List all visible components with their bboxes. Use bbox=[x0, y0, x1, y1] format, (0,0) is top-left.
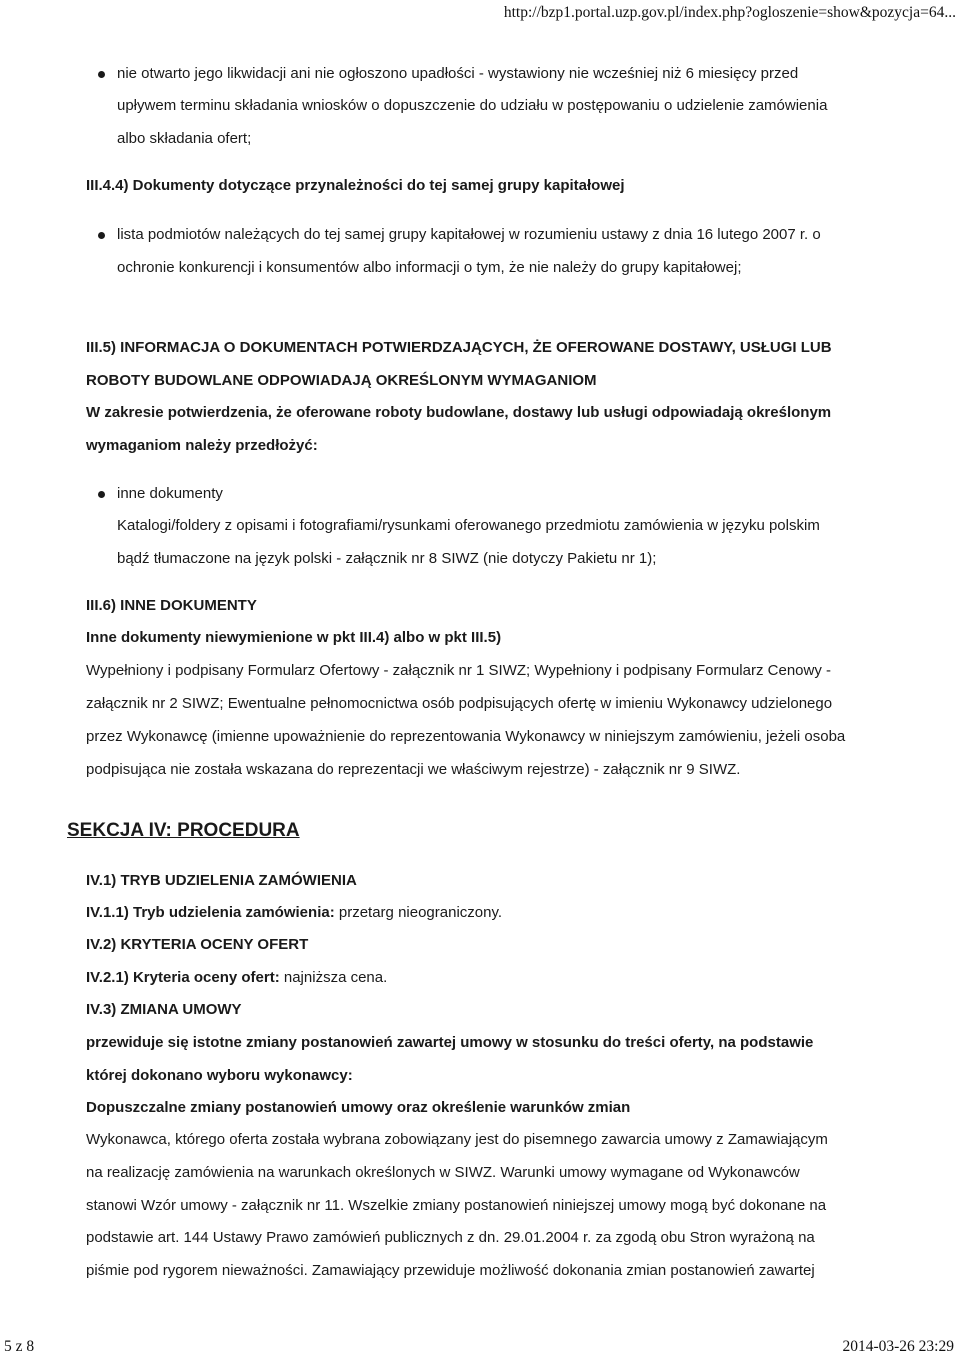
bullet-icon bbox=[98, 71, 105, 78]
section-heading-III-4-4: III.4.4) Dokumenty dotyczące przynależności do tej samej grupy kapitałowej bbox=[86, 177, 625, 194]
section-heading-III-5: III.5) INFORMACJA O DOKUMENTACH POTWIERDZAJĄCYCH, ŻE OFEROWANE DOSTAWY, USŁUGI LUB bbox=[86, 339, 832, 356]
section-subheading: wymaganiom należy przedłożyć: bbox=[86, 437, 318, 454]
section-title: SEKCJA IV: PROCEDURA bbox=[67, 820, 300, 841]
bullet-icon bbox=[98, 491, 105, 498]
paragraph-line: bądź tłumaczone na język polski - załącznik nr 8 SIWZ (nie dotyczy Pakietu nr 1); bbox=[117, 550, 657, 567]
paragraph-line: podstawie art. 144 Ustawy Prawo zamówień publicznych z dn. 29.01.2004 r. za zgodą obu Stron wyrażoną na bbox=[86, 1229, 815, 1246]
section-heading-III-5: ROBOTY BUDOWLANE ODPOWIADAJĄ OKREŚLONYM WYMAGANIOM bbox=[86, 372, 597, 389]
section-subheading: Dopuszczalne zmiany postanowień umowy oraz określenie warunków zmian bbox=[86, 1099, 631, 1116]
section-subheading: Inne dokumenty niewymienione w pkt III.4) albo w pkt III.5) bbox=[86, 629, 502, 646]
section-heading-IV-1: IV.1) TRYB UDZIELENIA ZAMÓWIENIA bbox=[86, 872, 357, 889]
paragraph-line: podpisująca nie została wskazana do reprezentacji we właściwym rejestrze) - załącznik nr 9 SIWZ. bbox=[86, 761, 741, 778]
field-row bbox=[86, 968, 387, 988]
paragraph-line: lista podmiotów należących do tej samej grupy kapitałowej w rozumieniu ustawy z dnia 16 lutego 2007 r. o bbox=[117, 226, 821, 243]
paragraph-line: albo składania ofert; bbox=[117, 130, 252, 147]
section-subheading: której dokonano wyboru wykonawcy: bbox=[86, 1067, 353, 1084]
paragraph-line: Wypełniony i podpisany Formularz Ofertowy - załącznik nr 1 SIWZ; Wypełniony i podpisany Formularz Cenowy - bbox=[86, 662, 831, 679]
section-subheading: przewiduje się istotne zmiany postanowień zawartej umowy w stosunku do treści oferty, na podstawie bbox=[86, 1034, 814, 1051]
section-heading-IV-3: IV.3) ZMIANA UMOWY bbox=[86, 1001, 242, 1018]
paragraph-line: Wykonawca, którego oferta została wybrana zobowiązany jest do pisemnego zawarcia umowy z Zamawiającym bbox=[86, 1131, 828, 1148]
field-label: IV.2.1) Kryteria oceny ofert: bbox=[86, 969, 280, 986]
page-indicator: 5 z 8 bbox=[4, 1338, 35, 1355]
paragraph-line: na realizację zamówienia na warunkach określonych w SIWZ. Warunki umowy wymagane od Wykonawców bbox=[86, 1164, 800, 1181]
paragraph-line: upływem terminu składania wniosków o dopuszczenie do udziału w postępowaniu o udzielenie zamówienia bbox=[117, 97, 828, 114]
paragraph-line: stanowi Wzór umowy - załącznik nr 11. Wszelkie zmiany postanowień niniejszej umowy mogą być dokonane na bbox=[86, 1197, 827, 1214]
paragraph-line: przez Wykonawcę (imienne upoważnienie do reprezentowania Wykonawcy w niniejszym zamówieniu, jeżeli osoba bbox=[86, 728, 846, 745]
list-item-label: inne dokumenty bbox=[117, 485, 223, 502]
paragraph-line: Katalogi/foldery z opisami i fotografiami/rysunkami oferowanego przedmiotu zamówienia w języku polskim bbox=[117, 517, 820, 534]
bullet-icon bbox=[98, 232, 105, 239]
field-row bbox=[86, 903, 502, 923]
field-value: przetarg nieograniczony. bbox=[334, 904, 503, 921]
paragraph-line: załącznik nr 2 SIWZ; Ewentualne pełnomocnictwa osób podpisujących ofertę w imieniu Wykonawcy udzielonego bbox=[86, 695, 833, 712]
section-heading-IV-2: IV.2) KRYTERIA OCENY OFERT bbox=[86, 936, 309, 953]
page-url: http://bzp1.portal.uzp.gov.pl/index.php?ogloszenie=show&pozycja=64... bbox=[503, 4, 956, 21]
field-label: IV.1.1) Tryb udzielenia zamówienia: bbox=[86, 904, 335, 921]
print-timestamp: 2014-03-26 23:29 bbox=[842, 1338, 954, 1355]
section-heading-III-6: III.6) INNE DOKUMENTY bbox=[86, 597, 257, 614]
paragraph-line: nie otwarto jego likwidacji ani nie ogłoszono upadłości - wystawiony nie wcześniej niż 6 miesięcy przed bbox=[117, 65, 799, 82]
section-subheading: W zakresie potwierdzenia, że oferowane roboty budowlane, dostawy lub usługi odpowiadają określonym bbox=[86, 404, 832, 421]
field-value: najniższa cena. bbox=[279, 969, 388, 986]
paragraph-line: ochronie konkurencji i konsumentów albo informacji o tym, że nie należy do grupy kapitałowej; bbox=[117, 259, 742, 276]
paragraph-line: piśmie pod rygorem nieważności. Zamawiający przewiduje możliwość dokonania zmian postanowień zawartej bbox=[86, 1262, 815, 1279]
